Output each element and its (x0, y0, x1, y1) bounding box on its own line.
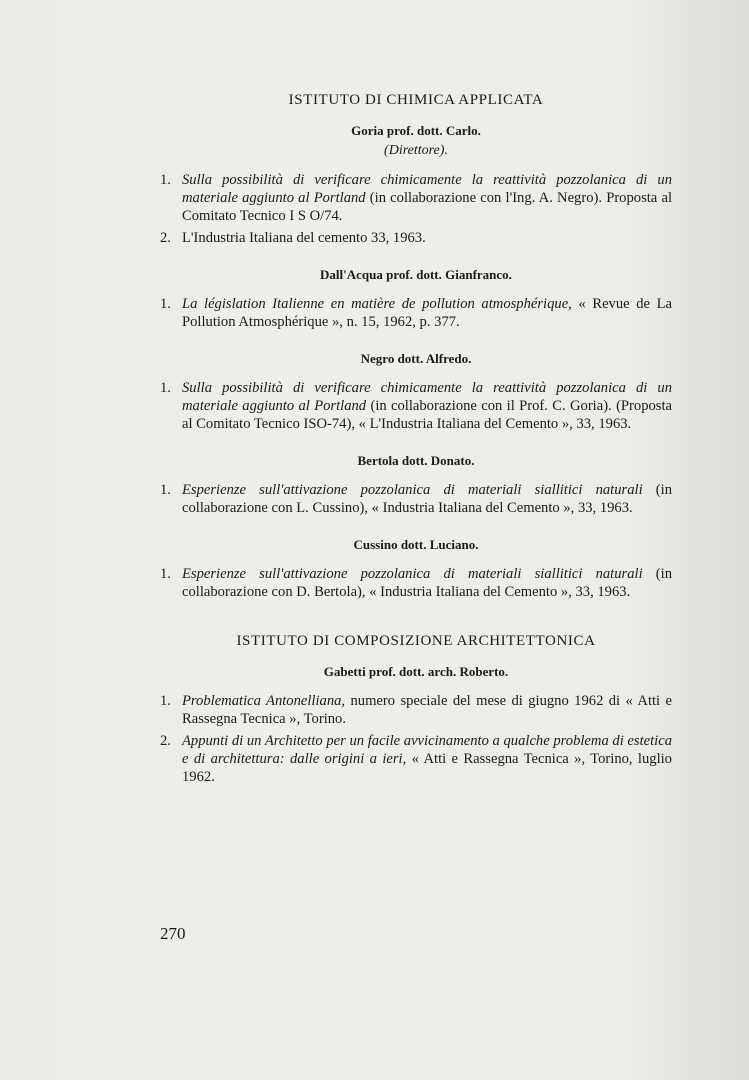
bibliography-entry (160, 732, 672, 786)
entry-details: (in collaborazione con D. Bertola), « Industria Italiana del Cemento », 33, 1963. (182, 566, 672, 600)
bibliography-entry (160, 692, 672, 728)
entry-title: Esperienze sull'attivazione pozzolanica di materiali siallitici naturali (182, 566, 643, 582)
entry-number: 2. (160, 733, 171, 749)
entry-details: « Revue de La Pollution Atmosphérique », n. 15, 1962, p. 377. (182, 296, 672, 330)
bibliography-entry (160, 379, 672, 433)
section-title: ISTITUTO DI COMPOSIZIONE ARCHITETTONICA (236, 633, 596, 649)
bibliography-entry (160, 481, 672, 517)
entry-details: (in collaborazione con l'Ing. A. Negro). Proposta al Comitato Tecnico I S O/74. (182, 190, 672, 224)
entry-title: Appunti di un Architetto per un facile avvicinamento a qualche problema di estetica e di architettura: dalle origini a ieri, (182, 733, 672, 767)
entry-details: (in collaborazione con il Prof. C. Goria). (Proposta al Comitato Tecnico ISO-74), « L'Industria Italiana del Cemento », 33, 1963. (182, 398, 673, 432)
entry-title: Esperienze sull'attivazione pozzolanica di materiali siallitici naturali (182, 482, 643, 498)
entry-details: « Atti e Rassegna Tecnica », Torino, luglio 1962. (182, 751, 672, 785)
entry-title: Sulla possibilità di verificare chimicamente la reattività pozzolanica di un materiale aggiunto al Portland (182, 172, 672, 206)
entry-number: 1. (160, 380, 171, 396)
entry-number: 1. (160, 296, 171, 312)
section-title: ISTITUTO DI CHIMICA APPLICATA (288, 92, 544, 108)
document-body (160, 92, 672, 790)
entry-title: Sulla possibilità di verificare chimicamente la reattività pozzolanica di un materiale aggiunto al Portland (182, 380, 672, 414)
author-name: Gabetti prof. dott. arch. Roberto. (323, 664, 509, 679)
entry-number: 1. (160, 482, 171, 498)
page-number: 270 (160, 924, 186, 943)
entry-title: Problematica Antonelliana, (182, 693, 346, 709)
author-name: Bertola dott. Donato. (357, 453, 475, 468)
author-name: Goria prof. dott. Carlo. (351, 123, 481, 138)
bibliography-entry (160, 229, 672, 247)
entry-details: numero speciale del mese di giugno 1962 di « Atti e Rassegna Tecnica », Torino. (182, 693, 672, 727)
author-role: (Direttore). (384, 143, 448, 158)
bibliography-entry (160, 565, 672, 601)
entry-number: 2. (160, 230, 171, 246)
bibliography-entry (160, 295, 672, 331)
entry-details: L'Industria Italiana del cemento 33, 1963. (182, 230, 426, 246)
entry-number: 1. (160, 172, 171, 188)
entry-number: 1. (160, 566, 171, 582)
author-name: Cussino dott. Luciano. (353, 537, 479, 552)
bibliography-entry (160, 171, 672, 225)
entry-details: (in collaborazione con L. Cussino), « Industria Italiana del Cemento », 33, 1963. (182, 482, 672, 516)
entry-title: La législation Italienne en matière de pollution atmosphérique, (182, 296, 572, 312)
entry-number: 1. (160, 693, 171, 709)
author-name: Negro dott. Alfredo. (360, 351, 472, 366)
author-name: Dall'Acqua prof. dott. Gianfranco. (320, 267, 512, 282)
